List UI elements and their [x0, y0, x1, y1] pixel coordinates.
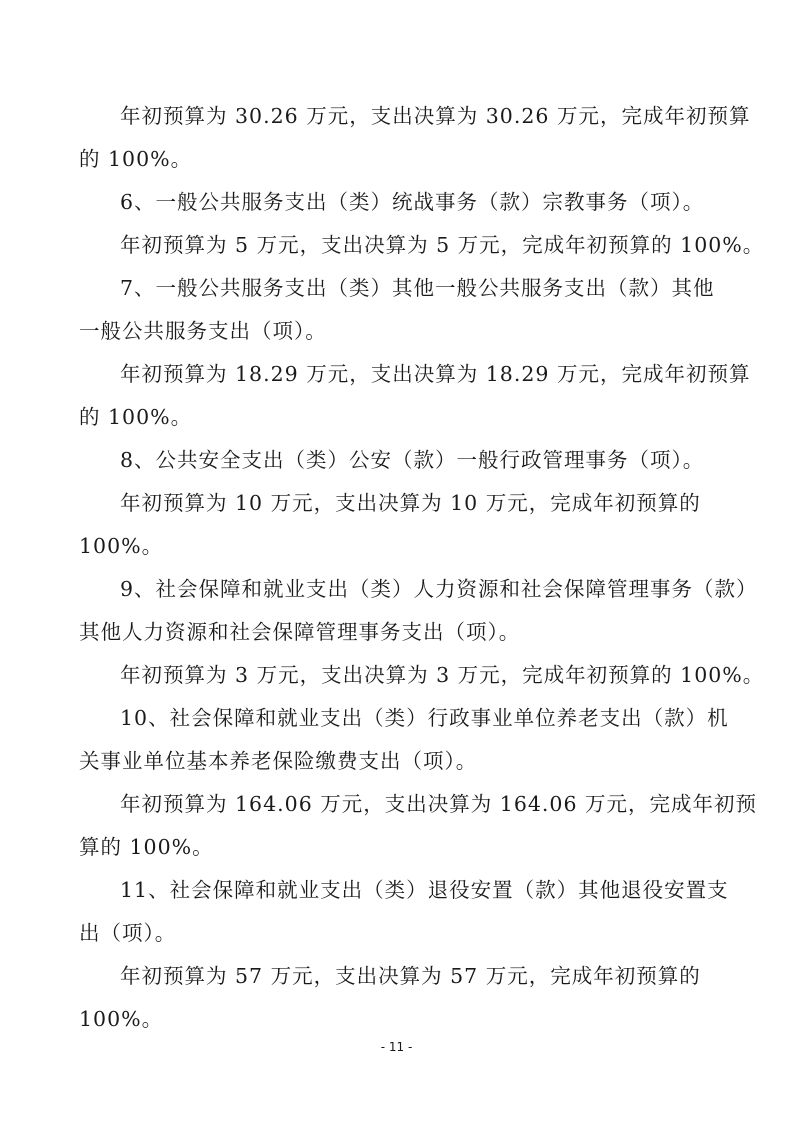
body-line: 出（项）。 — [79, 921, 177, 945]
body-line: 10、社会保障和就业支出（类）行政事业单位养老支出（款）机 — [120, 706, 729, 730]
body-line: 年初预算为 30.26 万元，支出决算为 30.26 万元，完成年初预算 — [120, 104, 751, 128]
body-line: 9、社会保障和就业支出（类）人力资源和社会保障管理事务（款） — [120, 577, 758, 601]
body-line: 7、一般公共服务支出（类）其他一般公共服务支出（款）其他 — [120, 276, 715, 300]
body-line: 年初预算为 10 万元，支出决算为 10 万元，完成年初预算的 — [120, 491, 701, 515]
body-line: 算的 100%。 — [79, 835, 214, 859]
body-line: 的 100%。 — [79, 147, 193, 171]
body-line: 的 100%。 — [79, 405, 193, 429]
body-line: 年初预算为 164.06 万元，支出决算为 164.06 万元，完成年初预 — [120, 792, 758, 816]
body-line: 6、一般公共服务支出（类）统战事务（款）宗教事务（项）。 — [120, 190, 705, 214]
body-line: 年初预算为 3 万元，支出决算为 3 万元，完成年初预算的 100%。 — [120, 663, 765, 687]
body-line: 关事业单位基本养老保险缴费支出（项）。 — [79, 749, 478, 773]
body-line: 其他人力资源和社会保障管理事务支出（项）。 — [79, 620, 521, 644]
body-line: 年初预算为 18.29 万元，支出决算为 18.29 万元，完成年初预算 — [120, 362, 751, 386]
body-line: 年初预算为 5 万元，支出决算为 5 万元，完成年初预算的 100%。 — [120, 233, 765, 257]
body-line: 一般公共服务支出（项）。 — [79, 319, 327, 343]
body-line: 100%。 — [79, 1007, 164, 1031]
page-number: - 11 - — [380, 1040, 413, 1054]
body-line: 100%。 — [79, 534, 164, 558]
body-line: 年初预算为 57 万元，支出决算为 57 万元，完成年初预算的 — [120, 964, 701, 988]
body-line: 11、社会保障和就业支出（类）退役安置（款）其他退役安置支 — [120, 878, 729, 902]
body-line: 8、公共安全支出（类）公安（款）一般行政管理事务（项）。 — [120, 448, 705, 472]
